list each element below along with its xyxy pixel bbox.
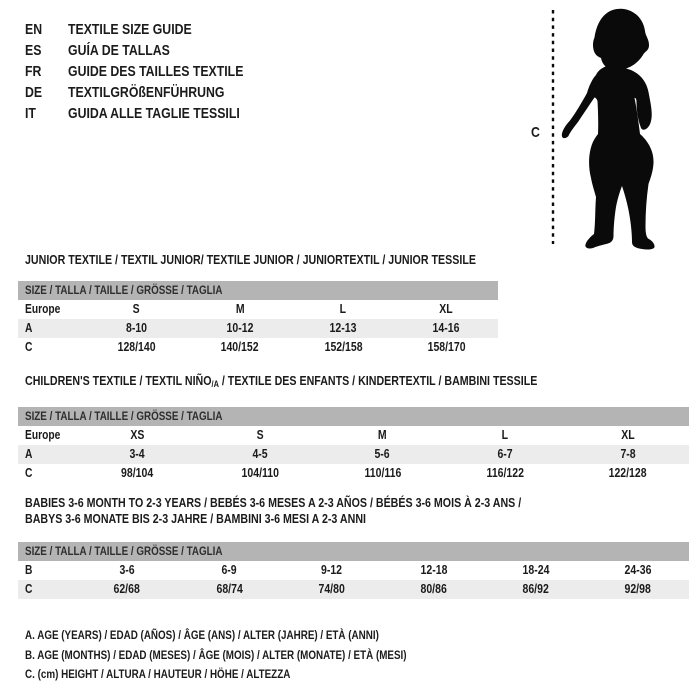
table-cell: 62/68	[113, 582, 141, 596]
row-label: Europe	[25, 302, 61, 316]
section-title: JUNIOR TEXTILE / TEXTIL JUNIOR/ TEXTILE JUNIOR / JUNIORTEXTIL / JUNIOR TESSILE	[25, 252, 476, 267]
row-label: C	[25, 466, 33, 480]
row-label: C	[25, 582, 33, 596]
language-code: DE	[25, 84, 43, 101]
table-body	[18, 300, 498, 357]
table-cell: 116/122	[486, 466, 524, 480]
row-label: B	[25, 563, 33, 577]
table-cell: 3-6	[119, 563, 135, 577]
table-header-label: SIZE / TALLA / TAILLE / GRÖSSE / TAGLIA	[25, 544, 223, 558]
section-title-line: BABYS 3-6 MONATE BIS 2-3 JAHRE / BAMBINI 3-6 MESI A 2-3 ANNI	[25, 511, 366, 526]
table-cell: L	[501, 428, 509, 442]
language-row	[25, 40, 282, 61]
table-row	[18, 445, 689, 464]
table-cell: 152/158	[324, 340, 363, 354]
table-row	[18, 580, 689, 599]
language-row	[25, 61, 282, 82]
legend-line-a: A. AGE (YEARS) / EDAD (AÑOS) / ÂGE (ANS) / ALTER (JAHRE) / ETÀ (ANNI)	[25, 628, 379, 642]
table-cell: 4-5	[252, 447, 268, 461]
table-cell: XS	[130, 428, 145, 442]
table-cell: 24-36	[624, 563, 652, 577]
language-code: FR	[25, 63, 42, 80]
language-label: GUIDE DES TAILLES TEXTILE	[68, 63, 244, 80]
language-code: EN	[25, 21, 43, 38]
language-row	[25, 19, 282, 40]
table-cell: M	[378, 428, 387, 442]
junior-textile-section	[18, 253, 498, 357]
language-label: TEXTILE SIZE GUIDE	[68, 21, 192, 38]
table-header-bar	[18, 407, 689, 426]
table-cell: 68/74	[216, 582, 243, 596]
table-row	[18, 561, 689, 580]
title-text: / TEXTILE DES ENFANTS / KINDERTEXTIL / BAMBINI TESSILE	[218, 373, 538, 388]
table-cell: S	[133, 302, 141, 316]
table-cell: 5-6	[374, 447, 391, 461]
legend	[25, 626, 490, 685]
language-code: IT	[25, 105, 36, 122]
table-body	[18, 561, 689, 599]
language-label: GUIDA ALLE TAGLIE TESSILI	[68, 105, 240, 122]
table-cell: 9-12	[320, 563, 342, 577]
row-label: Europe	[25, 428, 61, 442]
legend-line-b: B. AGE (MONTHS) / EDAD (MESES) / ÂGE (MOIS) / ALTER (MONATE) / ETÀ (MESI)	[25, 647, 407, 662]
table-cell: 140/152	[220, 340, 259, 354]
table-cell: S	[256, 428, 264, 442]
table-header-bar	[18, 281, 498, 300]
table-cell: 7-8	[620, 447, 636, 461]
table-cell: 14-16	[432, 321, 460, 335]
toddler-silhouette-icon	[560, 0, 700, 250]
table-cell: 74/80	[318, 582, 345, 596]
table-cell: XL	[439, 302, 454, 316]
language-label: GUÍA DE TALLAS	[68, 42, 170, 59]
language-row	[25, 103, 282, 124]
table-cell: 104/110	[241, 466, 279, 480]
children-textile-section	[18, 374, 689, 483]
table-cell: 12-13	[329, 321, 357, 335]
table-row	[18, 464, 689, 483]
table-row	[18, 319, 498, 338]
language-code: ES	[25, 42, 42, 59]
height-measure-line	[548, 8, 556, 246]
table-cell: XL	[620, 428, 635, 442]
table-cell: 10-12	[226, 321, 254, 335]
table-row	[18, 338, 498, 357]
table-cell: 86/92	[522, 582, 549, 596]
row-label: A	[25, 447, 33, 461]
language-label: TEXTILGRÖßENFÜHRUNG	[68, 84, 225, 101]
title-text: CHILDREN'S TEXTILE / TEXTIL NIÑO	[25, 373, 212, 388]
table-cell: 158/170	[427, 340, 466, 354]
table-cell: 98/104	[121, 466, 154, 480]
table-header-label: SIZE / TALLA / TAILLE / GRÖSSE / TAGLIA	[25, 409, 223, 423]
section-title	[18, 495, 689, 527]
table-cell: L	[339, 302, 347, 316]
table-cell: 6-9	[221, 563, 237, 577]
language-row	[25, 82, 282, 103]
table-header-label: SIZE / TALLA / TAILLE / GRÖSSE / TAGLIA	[25, 283, 223, 297]
table-row	[18, 426, 689, 445]
table-header-bar	[18, 542, 689, 561]
row-label: A	[25, 321, 33, 335]
table-cell: 128/140	[117, 340, 156, 354]
table-cell: 92/98	[624, 582, 652, 596]
table-cell: 6-7	[497, 447, 513, 461]
table-cell: 80/86	[420, 582, 447, 596]
language-list	[25, 19, 282, 124]
title-subscript: /A	[211, 379, 219, 389]
table-cell: 110/116	[364, 466, 401, 480]
table-cell: 12-18	[420, 563, 448, 577]
table-cell: 3-4	[129, 447, 145, 461]
section-title	[25, 374, 537, 391]
table-body	[18, 426, 689, 483]
table-cell: 122/128	[608, 466, 647, 480]
measure-label-c: C	[531, 124, 540, 141]
table-row	[18, 300, 498, 319]
legend-line-c: C. (cm) HEIGHT / ALTURA / HAUTEUR / HÖHE / ALTEZZA	[25, 667, 291, 681]
table-cell: 18-24	[522, 563, 550, 577]
babies-textile-section	[18, 495, 689, 599]
section-title-line: BABIES 3-6 MONTH TO 2-3 YEARS / BEBÉS 3-6 MESES A 2-3 AÑOS / BÉBÉS 3-6 MOIS À 2-3 ANS /	[25, 495, 522, 510]
table-cell: 8-10	[126, 321, 148, 335]
row-label: C	[25, 340, 33, 354]
table-cell: M	[235, 302, 245, 316]
